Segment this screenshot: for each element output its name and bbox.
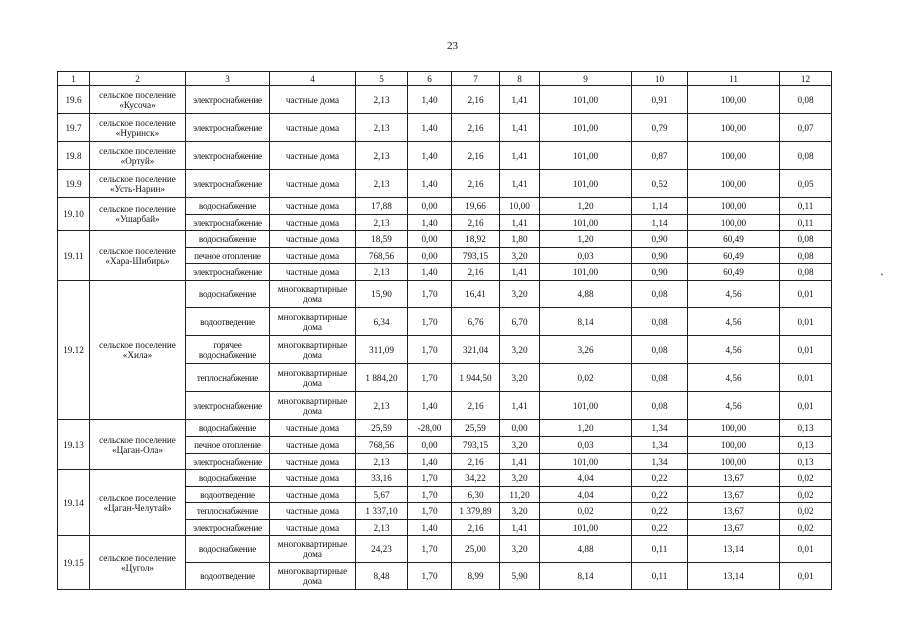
housing-type-cell: многоквартирные дома: [270, 308, 356, 336]
housing-type-cell: частные дома: [270, 437, 356, 454]
value-cell: 768,56: [356, 248, 408, 264]
value-cell: 0,01: [780, 364, 832, 392]
value-cell: 8,99: [452, 563, 500, 590]
settlement-cell: сельское поселение «Цаган-Ола»: [90, 420, 186, 470]
header-row: [58, 72, 832, 86]
value-cell: 3,20: [500, 503, 540, 520]
value-cell: 793,15: [452, 437, 500, 454]
value-cell: 100,00: [688, 142, 780, 170]
value-cell: 0,00: [408, 198, 452, 215]
value-cell: 4,56: [688, 392, 780, 420]
value-cell: 1,40: [408, 520, 452, 536]
housing-type-cell: многоквартирные дома: [270, 563, 356, 590]
value-cell: 1,14: [632, 215, 688, 231]
value-cell: 1,20: [540, 198, 632, 215]
utility-cell: водоснабжение: [186, 231, 270, 248]
value-cell: 101,00: [540, 86, 632, 114]
value-cell: 0,02: [780, 487, 832, 503]
table-header: [58, 72, 832, 86]
housing-type-cell: частные дома: [270, 198, 356, 215]
housing-type-cell: многоквартирные дома: [270, 336, 356, 364]
value-cell: 3,20: [500, 281, 540, 308]
value-cell: 13,67: [688, 520, 780, 536]
utility-cell: водоснабжение: [186, 281, 270, 308]
row-number-cell: 19.8: [58, 142, 90, 170]
value-cell: 101,00: [540, 142, 632, 170]
utility-cell: печное отопление: [186, 437, 270, 454]
column-header: 9: [540, 72, 632, 86]
value-cell: 0,01: [780, 308, 832, 336]
value-cell: 16,41: [452, 281, 500, 308]
table-row: [58, 142, 832, 170]
utility-cell: водоотведение: [186, 487, 270, 503]
value-cell: 2,16: [452, 215, 500, 231]
value-cell: 101,00: [540, 520, 632, 536]
row-number-cell: 19.10: [58, 198, 90, 231]
value-cell: 100,00: [688, 437, 780, 454]
value-cell: 793,15: [452, 248, 500, 264]
utility-cell: электроснабжение: [186, 454, 270, 470]
value-cell: 0,08: [780, 231, 832, 248]
settlement-cell: сельское поселение «Цугол»: [90, 536, 186, 590]
row-number-cell: 19.15: [58, 536, 90, 590]
value-cell: 10,00: [500, 198, 540, 215]
value-cell: 2,13: [356, 170, 408, 198]
housing-type-cell: частные дома: [270, 170, 356, 198]
value-cell: 1 379,89: [452, 503, 500, 520]
value-cell: 1,41: [500, 392, 540, 420]
value-cell: 0,02: [540, 364, 632, 392]
value-cell: 0,00: [408, 437, 452, 454]
value-cell: 2,16: [452, 392, 500, 420]
value-cell: 0,01: [780, 281, 832, 308]
value-cell: 0,90: [632, 264, 688, 281]
value-cell: 1,70: [408, 563, 452, 590]
value-cell: 1,40: [408, 86, 452, 114]
settlement-cell: сельское поселение «Усть-Нарин»: [90, 170, 186, 198]
value-cell: 0,22: [632, 520, 688, 536]
settlement-cell: сельское поселение «Хила»: [90, 281, 186, 420]
value-cell: 5,90: [500, 563, 540, 590]
housing-type-cell: многоквартирные дома: [270, 281, 356, 308]
value-cell: 0,13: [780, 454, 832, 470]
value-cell: 18,59: [356, 231, 408, 248]
value-cell: 0,22: [632, 487, 688, 503]
value-cell: 321,04: [452, 336, 500, 364]
utility-cell: электроснабжение: [186, 114, 270, 142]
row-number-cell: 19.9: [58, 170, 90, 198]
value-cell: 1,34: [632, 437, 688, 454]
value-cell: 0,01: [780, 336, 832, 364]
value-cell: 4,04: [540, 470, 632, 487]
value-cell: 4,56: [688, 281, 780, 308]
value-cell: 1,41: [500, 170, 540, 198]
utility-cell: электроснабжение: [186, 142, 270, 170]
row-number-cell: 19.14: [58, 470, 90, 536]
value-cell: 100,00: [688, 86, 780, 114]
column-header: 4: [270, 72, 356, 86]
value-cell: 2,16: [452, 114, 500, 142]
utility-cell: водоснабжение: [186, 470, 270, 487]
utility-cell: водоотведение: [186, 563, 270, 590]
row-number-cell: 19.7: [58, 114, 90, 142]
value-cell: 13,67: [688, 503, 780, 520]
value-cell: 101,00: [540, 264, 632, 281]
value-cell: 0,08: [780, 86, 832, 114]
table-row: [58, 86, 832, 114]
value-cell: 1,70: [408, 308, 452, 336]
value-cell: 0,08: [780, 142, 832, 170]
value-cell: 0,08: [632, 392, 688, 420]
value-cell: 13,67: [688, 470, 780, 487]
value-cell: 0,08: [632, 364, 688, 392]
column-header: 12: [780, 72, 832, 86]
utility-cell: электроснабжение: [186, 392, 270, 420]
value-cell: 768,56: [356, 437, 408, 454]
value-cell: 33,16: [356, 470, 408, 487]
value-cell: 19,66: [452, 198, 500, 215]
utility-cell: водоотведение: [186, 308, 270, 336]
value-cell: 3,20: [500, 470, 540, 487]
settlement-cell: сельское поселение «Хара-Шибирь»: [90, 231, 186, 281]
row-number-cell: 19.13: [58, 420, 90, 470]
value-cell: 0,90: [632, 248, 688, 264]
value-cell: 0,01: [780, 536, 832, 563]
value-cell: 1,40: [408, 264, 452, 281]
housing-type-cell: многоквартирные дома: [270, 536, 356, 563]
value-cell: 0,08: [632, 308, 688, 336]
value-cell: 0,11: [780, 215, 832, 231]
value-cell: 3,20: [500, 536, 540, 563]
page-number: 23: [447, 40, 458, 52]
table-row: [58, 231, 832, 248]
utility-cell: теплоснабжение: [186, 364, 270, 392]
value-cell: 101,00: [540, 454, 632, 470]
value-cell: 8,14: [540, 308, 632, 336]
housing-type-cell: частные дома: [270, 470, 356, 487]
value-cell: 1,34: [632, 420, 688, 437]
value-cell: 60,49: [688, 231, 780, 248]
settlement-cell: сельское поселение «Кусоча»: [90, 86, 186, 114]
utility-cell: электроснабжение: [186, 520, 270, 536]
value-cell: 24,23: [356, 536, 408, 563]
value-cell: 13,14: [688, 563, 780, 590]
housing-type-cell: частные дома: [270, 520, 356, 536]
settlement-cell: сельское поселение «Цаган-Челутай»: [90, 470, 186, 536]
housing-type-cell: частные дома: [270, 86, 356, 114]
value-cell: 0,08: [780, 248, 832, 264]
value-cell: 1,41: [500, 264, 540, 281]
value-cell: 311,09: [356, 336, 408, 364]
table-row: [58, 281, 832, 308]
utility-cell: горячее водоснабжение: [186, 336, 270, 364]
row-number-cell: 19.12: [58, 281, 90, 420]
value-cell: 0,11: [632, 536, 688, 563]
value-cell: 0,03: [540, 437, 632, 454]
table-row: [58, 114, 832, 142]
table-row: [58, 170, 832, 198]
value-cell: 6,70: [500, 308, 540, 336]
value-cell: 2,16: [452, 454, 500, 470]
value-cell: 4,88: [540, 536, 632, 563]
value-cell: 0,13: [780, 437, 832, 454]
value-cell: 1,70: [408, 364, 452, 392]
value-cell: 100,00: [688, 215, 780, 231]
value-cell: 0,22: [632, 503, 688, 520]
housing-type-cell: частные дома: [270, 231, 356, 248]
utility-cell: электроснабжение: [186, 215, 270, 231]
value-cell: 4,56: [688, 308, 780, 336]
value-cell: 3,20: [500, 437, 540, 454]
value-cell: 8,14: [540, 563, 632, 590]
utility-cell: водоснабжение: [186, 420, 270, 437]
value-cell: 2,13: [356, 142, 408, 170]
value-cell: 3,26: [540, 336, 632, 364]
value-cell: 101,00: [540, 392, 632, 420]
value-cell: 1,41: [500, 520, 540, 536]
value-cell: 2,13: [356, 520, 408, 536]
settlement-cell: сельское поселение «Ортуй»: [90, 142, 186, 170]
value-cell: 0,08: [632, 336, 688, 364]
table-row: [58, 198, 832, 215]
column-header: 5: [356, 72, 408, 86]
value-cell: 2,13: [356, 454, 408, 470]
housing-type-cell: частные дома: [270, 142, 356, 170]
value-cell: 2,13: [356, 215, 408, 231]
value-cell: 6,76: [452, 308, 500, 336]
value-cell: 1,14: [632, 198, 688, 215]
value-cell: 0,52: [632, 170, 688, 198]
value-cell: 0,07: [780, 114, 832, 142]
value-cell: 1,20: [540, 231, 632, 248]
utility-cell: печное отопление: [186, 248, 270, 264]
value-cell: 100,00: [688, 420, 780, 437]
value-cell: 1 884,20: [356, 364, 408, 392]
settlement-cell: сельское поселение «Нуринск»: [90, 114, 186, 142]
column-header: 3: [186, 72, 270, 86]
value-cell: 1,40: [408, 114, 452, 142]
value-cell: 0,00: [500, 420, 540, 437]
housing-type-cell: частные дома: [270, 420, 356, 437]
value-cell: 0,87: [632, 142, 688, 170]
value-cell: 0,13: [780, 420, 832, 437]
value-cell: 1,40: [408, 215, 452, 231]
value-cell: 0,00: [408, 248, 452, 264]
value-cell: 0,90: [632, 231, 688, 248]
value-cell: 6,34: [356, 308, 408, 336]
value-cell: 0,08: [632, 281, 688, 308]
housing-type-cell: частные дома: [270, 248, 356, 264]
value-cell: 0,11: [632, 563, 688, 590]
value-cell: 60,49: [688, 264, 780, 281]
value-cell: 100,00: [688, 114, 780, 142]
utility-cell: теплоснабжение: [186, 503, 270, 520]
value-cell: 1,41: [500, 454, 540, 470]
column-header: 7: [452, 72, 500, 86]
value-cell: 1,41: [500, 142, 540, 170]
value-cell: 100,00: [688, 170, 780, 198]
value-cell: 2,16: [452, 170, 500, 198]
value-cell: 0,01: [780, 563, 832, 590]
value-cell: 1,70: [408, 470, 452, 487]
value-cell: 1,70: [408, 336, 452, 364]
value-cell: 25,59: [452, 420, 500, 437]
value-cell: 1,41: [500, 215, 540, 231]
column-header: 6: [408, 72, 452, 86]
value-cell: 1,40: [408, 392, 452, 420]
value-cell: 60,49: [688, 248, 780, 264]
utility-cell: электроснабжение: [186, 170, 270, 198]
column-header: 2: [90, 72, 186, 86]
value-cell: 1,41: [500, 114, 540, 142]
value-cell: 2,16: [452, 520, 500, 536]
value-cell: 6,30: [452, 487, 500, 503]
value-cell: 3,20: [500, 336, 540, 364]
value-cell: 0,02: [540, 503, 632, 520]
row-number-cell: 19.11: [58, 231, 90, 281]
value-cell: 4,56: [688, 364, 780, 392]
value-cell: 100,00: [688, 198, 780, 215]
value-cell: 1,70: [408, 536, 452, 563]
value-cell: 2,13: [356, 392, 408, 420]
value-cell: 0,00: [408, 231, 452, 248]
value-cell: 2,13: [356, 86, 408, 114]
value-cell: 1,70: [408, 281, 452, 308]
value-cell: 3,20: [500, 364, 540, 392]
value-cell: 0,03: [540, 248, 632, 264]
value-cell: 0,02: [780, 470, 832, 487]
value-cell: 1,80: [500, 231, 540, 248]
value-cell: 25,59: [356, 420, 408, 437]
value-cell: 2,13: [356, 264, 408, 281]
value-cell: 100,00: [688, 454, 780, 470]
value-cell: 11,20: [500, 487, 540, 503]
value-cell: 18,92: [452, 231, 500, 248]
value-cell: 1,34: [632, 454, 688, 470]
value-cell: 4,88: [540, 281, 632, 308]
utility-cell: водоснабжение: [186, 198, 270, 215]
value-cell: -28,00: [408, 420, 452, 437]
value-cell: 4,56: [688, 336, 780, 364]
housing-type-cell: многоквартирные дома: [270, 364, 356, 392]
value-cell: 1,70: [408, 503, 452, 520]
value-cell: 17,88: [356, 198, 408, 215]
value-cell: 0,02: [780, 520, 832, 536]
value-cell: 3,20: [500, 248, 540, 264]
margin-mark: `: [880, 271, 884, 285]
value-cell: 101,00: [540, 114, 632, 142]
housing-type-cell: частные дома: [270, 215, 356, 231]
value-cell: 1,40: [408, 142, 452, 170]
table-row: [58, 536, 832, 563]
settlement-cell: сельское поселение «Ушарбай»: [90, 198, 186, 231]
value-cell: 0,01: [780, 392, 832, 420]
value-cell: 34,22: [452, 470, 500, 487]
utility-cell: электроснабжение: [186, 86, 270, 114]
value-cell: 0,79: [632, 114, 688, 142]
value-cell: 13,67: [688, 487, 780, 503]
value-cell: 1,20: [540, 420, 632, 437]
value-cell: 1,40: [408, 170, 452, 198]
table-row: [58, 420, 832, 437]
value-cell: 8,48: [356, 563, 408, 590]
housing-type-cell: частные дома: [270, 487, 356, 503]
column-header: 8: [500, 72, 540, 86]
utility-cell: водоснабжение: [186, 536, 270, 563]
value-cell: 1,70: [408, 487, 452, 503]
utility-cell: электроснабжение: [186, 264, 270, 281]
value-cell: 1 337,10: [356, 503, 408, 520]
column-header: 1: [58, 72, 90, 86]
value-cell: 15,90: [356, 281, 408, 308]
value-cell: 101,00: [540, 170, 632, 198]
tariff-table: [57, 71, 832, 590]
housing-type-cell: частные дома: [270, 503, 356, 520]
housing-type-cell: частные дома: [270, 114, 356, 142]
value-cell: 2,16: [452, 86, 500, 114]
value-cell: 0,05: [780, 170, 832, 198]
value-cell: 25,00: [452, 536, 500, 563]
value-cell: 0,08: [780, 264, 832, 281]
value-cell: 13,14: [688, 536, 780, 563]
housing-type-cell: многоквартирные дома: [270, 392, 356, 420]
value-cell: 2,16: [452, 142, 500, 170]
column-header: 10: [632, 72, 688, 86]
housing-type-cell: частные дома: [270, 264, 356, 281]
value-cell: 0,02: [780, 503, 832, 520]
value-cell: 0,22: [632, 470, 688, 487]
row-number-cell: 19.6: [58, 86, 90, 114]
value-cell: 1,41: [500, 86, 540, 114]
table-row: [58, 470, 832, 487]
value-cell: 4,04: [540, 487, 632, 503]
value-cell: 5,67: [356, 487, 408, 503]
table-body: [58, 86, 832, 590]
value-cell: 1,40: [408, 454, 452, 470]
value-cell: 0,91: [632, 86, 688, 114]
housing-type-cell: частные дома: [270, 454, 356, 470]
column-header: 11: [688, 72, 780, 86]
value-cell: 0,11: [780, 198, 832, 215]
value-cell: 101,00: [540, 215, 632, 231]
value-cell: 2,13: [356, 114, 408, 142]
value-cell: 1 944,50: [452, 364, 500, 392]
value-cell: 2,16: [452, 264, 500, 281]
